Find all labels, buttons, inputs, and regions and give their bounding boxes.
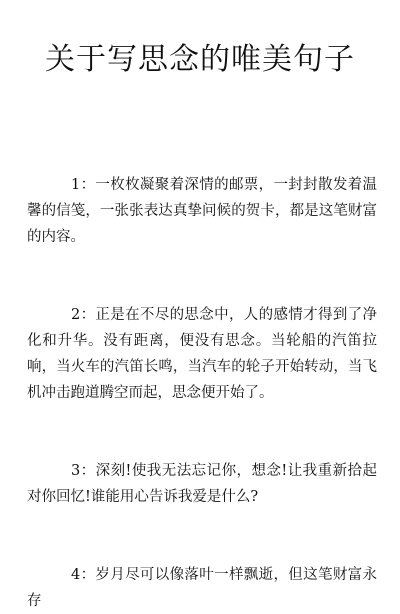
paragraph-4: 4：岁月尽可以像落叶一样飘逝，但这笔财富永存 [27,567,377,609]
paragraph-2: 2：正是在不尽的思念中，人的感情才得到了净化和升华。没有距离，便没有思念。当轮船的汽笛拉响，当火车的汽笛长鸣，当汽车的轮子开始转动，当飞机冲击跑道腾空而起，思念便开始了。 [27,307,377,401]
page-title: 关于写思念的唯美句子 [45,42,355,77]
paragraph-3: 3：深刻!使我无法忘记你，想念!让我重新拾起对你回忆!谁能用心告诉我爱是什么? [27,463,377,505]
paragraph-1: 1：一枚枚凝聚着深情的邮票，一封封散发着温馨的信笺，一张张表达真挚问候的贺卡，都是这笔财富的内容。 [27,177,377,245]
